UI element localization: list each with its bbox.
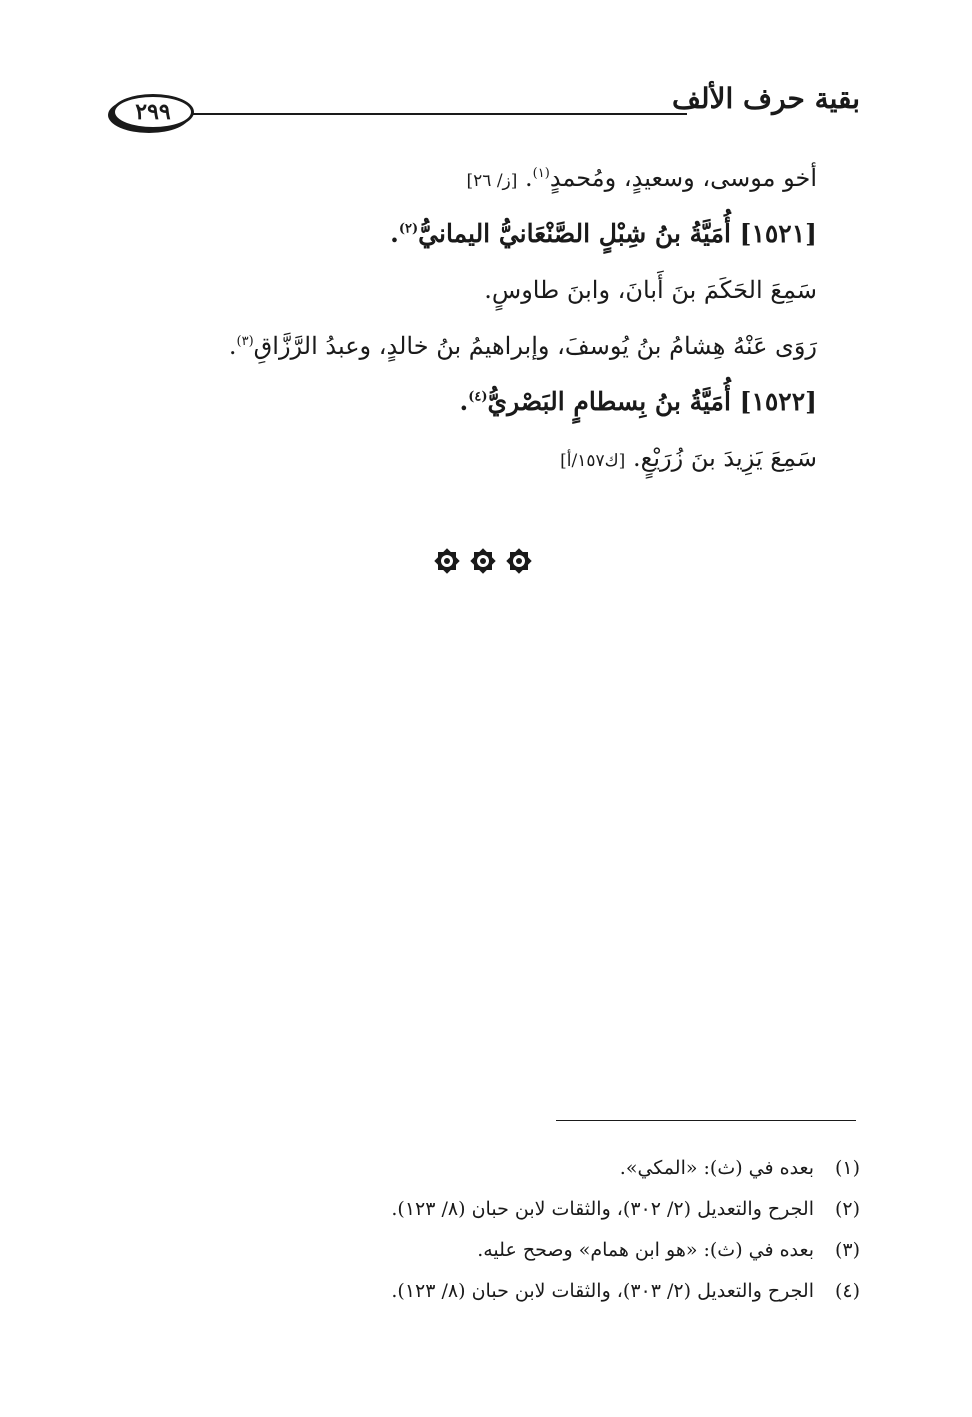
footnote-marker: (٢)	[398, 221, 419, 237]
footnote-separator	[556, 1120, 856, 1121]
header-rule	[190, 113, 687, 115]
line-text: [١٥٢٢] أُمَيَّةُ بنُ بِسطامٍ البَصْريُّ	[487, 387, 817, 416]
manuscript-ref: [ز/ ٢٦]	[466, 171, 518, 191]
running-title: بقية حرف الألف	[672, 82, 860, 115]
footnote-number: (٣)	[834, 1239, 860, 1261]
footnote	[220, 1230, 860, 1271]
footnote-marker: (٤)	[468, 389, 488, 405]
footnote-text: بعده في (ث): «المكي».	[619, 1157, 814, 1179]
entry-heading	[137, 374, 817, 430]
eight-point-star-ornament-icon	[468, 546, 498, 576]
line-text: سَمِعَ الحَكَمَ بنَ أَبانَ، وابنَ طاوسٍ.	[484, 276, 817, 304]
eight-point-star-ornament-icon	[432, 546, 462, 576]
footnote-number: (١)	[834, 1157, 860, 1179]
entry-heading	[137, 206, 817, 262]
line-punct: .	[459, 387, 469, 416]
eight-point-star-ornament-icon	[504, 546, 534, 576]
footnotes	[220, 1148, 860, 1312]
manuscript-ref: [ك١٥٧/أ]	[560, 451, 626, 471]
section-ornament	[432, 546, 534, 576]
line-punct: .	[517, 164, 533, 192]
main-text	[137, 150, 817, 486]
text-line	[137, 262, 817, 318]
footnote-number: (٢)	[834, 1198, 860, 1220]
footnote-text: بعده في (ث): «هو ابن همام» وصحح عليه.	[477, 1239, 814, 1261]
line-punct: .	[390, 219, 399, 248]
footnote-number: (٤)	[834, 1280, 860, 1302]
footnote-marker: (٣)	[236, 334, 254, 349]
footnote	[220, 1189, 860, 1230]
line-text: رَوَى عَنْهُ هِشامُ بنُ يُوسفَ، وإبراهيمُ بنُ خالدٍ، وعبدُ الرَّزَّاقِ	[253, 332, 817, 360]
line-punct: .	[228, 332, 237, 360]
footnote-marker: (١)	[532, 166, 550, 181]
footnote	[220, 1148, 860, 1189]
footnote	[220, 1271, 860, 1312]
text-line	[137, 430, 817, 486]
line-text: أخو موسى، وسعيدٍ، ومُحمدٍ	[549, 164, 817, 192]
footnote-text: الجرح والتعديل (٢/ ٣٠٢)، والثقات لابن حبان (٨/ ١٢٣).	[391, 1198, 814, 1220]
page-number: ٢٩٩	[112, 94, 194, 130]
line-text: [١٥٢١] أُمَيَّةُ بنُ شِبْلٍ الصَّنْعَانيُّ اليمانيُّ	[418, 219, 817, 248]
footnote-text: الجرح والتعديل (٢/ ٣٠٣)، والثقات لابن حبان (٨/ ١٢٣).	[391, 1280, 814, 1302]
line-text: سَمِعَ يَزِيدَ بنَ زُرَيْعٍ.	[625, 444, 817, 472]
text-line	[137, 318, 817, 374]
text-line	[137, 150, 817, 206]
